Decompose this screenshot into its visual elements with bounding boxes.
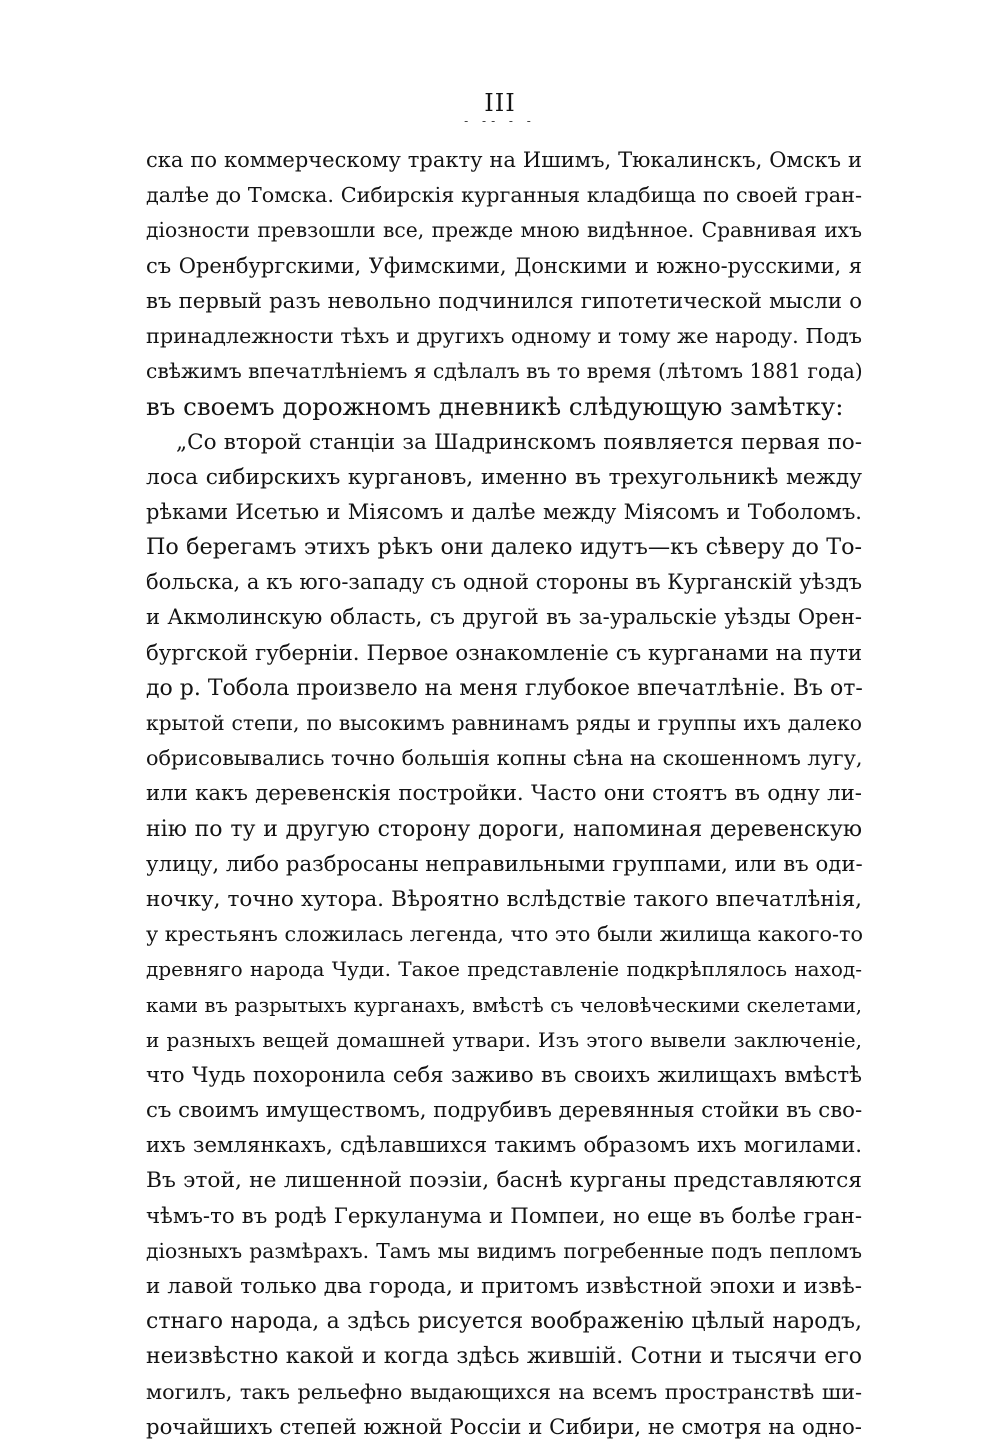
text-line: ками въ разрытыхъ курганахъ, вмѣстѣ съ человѣческими скелетами, <box>146 993 862 1017</box>
text-line: ихъ землянкахъ, сдѣлавшихся такимъ образомъ ихъ могилами. <box>146 1133 862 1159</box>
text-line: рѣками Исетью и Міясомъ и далѣе между Міясомъ и Тоболомъ. <box>146 499 862 524</box>
text-line: діозности превзошли все, прежде мною видѣнное. Сравнивая ихъ <box>146 218 862 243</box>
text-line: бургской губерніи. Первое ознакомленіе съ курганами на пути <box>146 640 862 666</box>
text-line: „Со второй станціи за Шадринскомъ появляется первая по- <box>176 429 862 455</box>
text-line: и разныхъ вещей домашней утвари. Изъ этого вывели заключеніе, <box>146 1027 862 1052</box>
text-line: По берегамъ этихъ рѣкъ они далеко идутъ—къ сѣверу до То- <box>146 534 862 561</box>
text-line: діозныхъ размѣрахъ. Тамъ мы видимъ погребенные подъ пепломъ <box>146 1238 862 1263</box>
text-line: принадлежности тѣхъ и другихъ одному и тому же народу. Подъ <box>146 323 862 348</box>
text-line: у крестьянъ сложилась легенда, что это были жилища какого-то <box>146 922 863 947</box>
text-line: рочайшихъ степей южной Россіи и Сибири, не смотря на одно- <box>146 1414 862 1440</box>
text-line: чѣмъ-то въ родѣ Геркуланума и Помпеи, но еще въ болѣе гран- <box>146 1203 862 1229</box>
body-text <box>146 143 862 1445</box>
text-line: улицу, либо разбросаны неправильными группами, или въ оди- <box>146 851 863 877</box>
text-line: неизвѣстно какой и когда здѣсь жившій. Сотни и тысячи его <box>146 1344 862 1370</box>
text-line: свѣжимъ впечатлѣніемъ я сдѣлалъ въ то время (лѣтомъ 1881 года) <box>146 359 863 384</box>
text-line: Въ этой, не лишенной поэзіи, баснѣ курганы представляются <box>146 1168 862 1194</box>
page-number <box>0 88 1000 128</box>
text-line: до р. Тобола произвело на меня глубокое впечатлѣніе. Въ от- <box>146 675 863 701</box>
text-line: ска по коммерческому тракту на Ишимъ, Тюкалинскъ, Омскъ и <box>146 148 862 172</box>
text-line: далѣе до Томска. Сибирскія курганныя кладбища по своей гран- <box>146 183 862 208</box>
text-line: нію по ту и другую сторону дороги, напоминая деревенскую <box>146 816 862 842</box>
text-line: или какъ деревенскія постройки. Часто они стоятъ въ одну ли- <box>146 781 862 807</box>
text-line: стнаго народа, а здѣсь рисуется воображенію цѣлый народъ, <box>146 1309 862 1335</box>
text-line: обрисовывались точно большія копны сѣна на скошенномъ лугу, <box>146 746 863 771</box>
text-line: и лавой только два города, и притомъ извѣстной эпохи и извѣ- <box>146 1274 862 1299</box>
page-number-label: III <box>484 89 516 117</box>
page-number-dashes: - -- - - <box>464 114 536 128</box>
text-line: ночку, точно хутора. Вѣроятно вслѣдствіе такого впечатлѣнія, <box>146 886 862 912</box>
text-line: съ своимъ имуществомъ, подрубивъ деревянныя стойки въ сво- <box>146 1098 863 1124</box>
text-line: лоса сибирскихъ кургановъ, именно въ трехугольникѣ между <box>146 464 862 490</box>
text-line: больска, а къ юго-западу съ одной стороны въ Курганскій уѣздъ <box>146 570 862 595</box>
text-line: крытой степи, по высокимъ равнинамъ ряды и группы ихъ далеко <box>146 711 862 735</box>
text-line: въ своемъ дорожномъ дневникѣ слѣдующую замѣтку: <box>146 392 844 422</box>
text-line: что Чудь похоронила себя заживо въ своихъ жилищахъ вмѣстѣ <box>146 1062 862 1088</box>
text-line: и Акмолинскую область, съ другой въ за-уральскіе уѣзды Орен- <box>146 605 862 630</box>
text-line: могилъ, такъ рельефно выдающихся на всемъ пространствѣ ши- <box>146 1379 862 1404</box>
text-line: въ первый разъ невольно подчинился гипотетической мысли о <box>146 288 862 314</box>
text-line: древняго народа Чуди. Такое представленіе подкрѣплялось наход- <box>146 957 862 982</box>
text-line: съ Оренбургскими, Уфимскими, Донскими и южно-русскими, я <box>146 253 862 278</box>
